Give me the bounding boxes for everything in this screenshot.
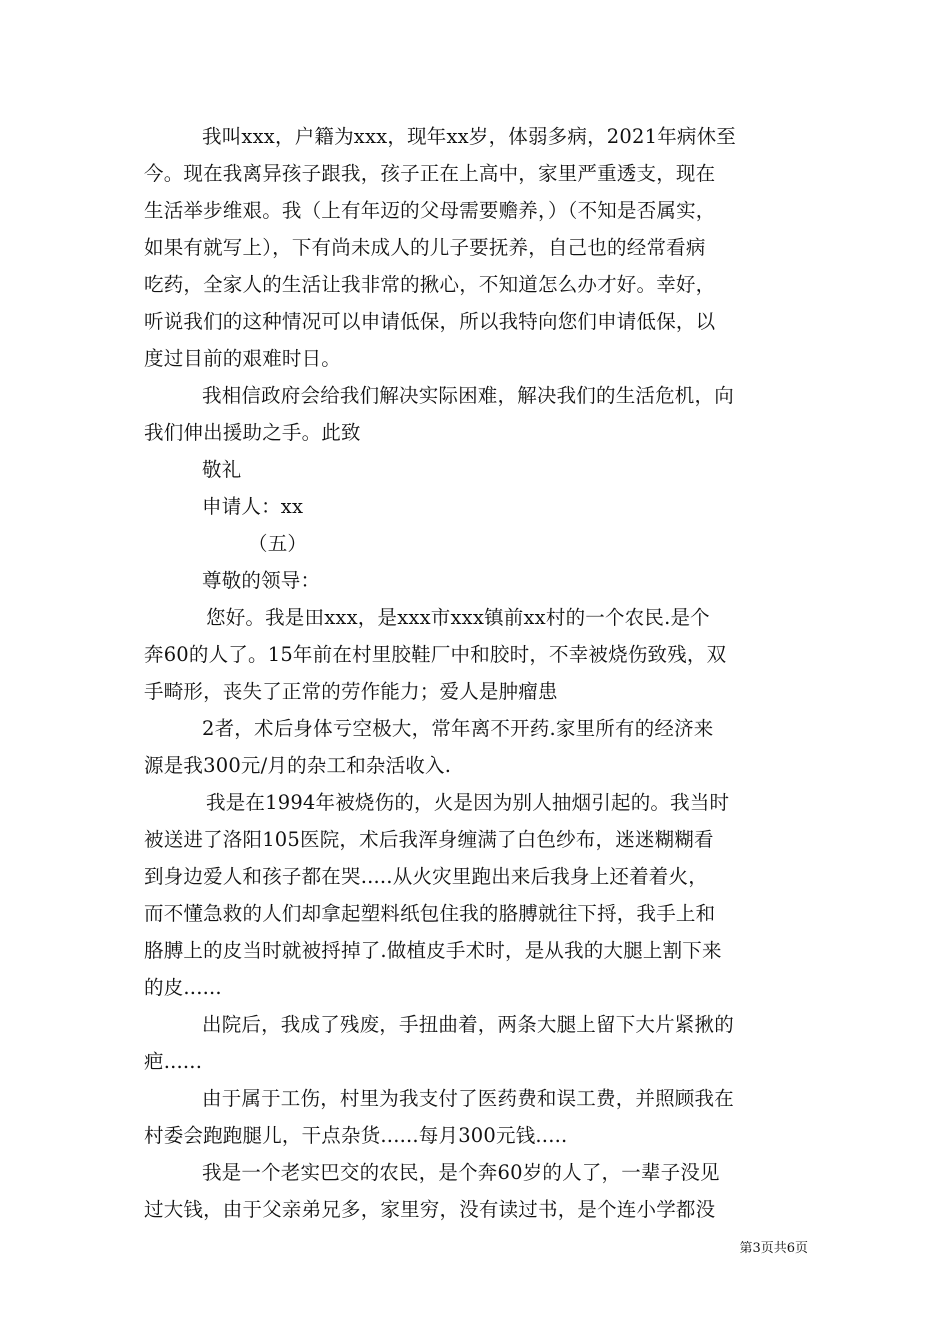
text-line: 如果有就写上），下有尚未成人的儿子要抚养，自己也的经常看病 — [144, 236, 706, 259]
text-line: 由于属于工伤，村里为我支付了医药费和误工费，并照顾我在 — [202, 1087, 734, 1110]
text-line: 过大钱，由于父亲弟兄多，家里穷，没有读过书，是个连小学都没 — [144, 1198, 716, 1221]
document-body — [144, 118, 808, 1228]
text-line: 吃药，全家人的生活让我非常的揪心，不知道怎么办才好。幸好， — [144, 273, 716, 296]
text-line: 出院后，我成了残废，手扭曲着，两条大腿上留下大片紧揪的 — [202, 1013, 734, 1036]
text-line: 今。现在我离异孩子跟我，孩子正在上高中，家里严重透支，现在 — [144, 162, 716, 185]
page-footer: 第3页共6页 — [739, 1241, 808, 1256]
text-line: 胳膊上的皮当时就被捋掉了.做植皮手术时，是从我的大腿上割下来 — [144, 939, 722, 962]
text-line: 手畸形，丧失了正常的劳作能力；爱人是肿瘤患 — [144, 680, 558, 703]
text-line: 的皮...... — [144, 976, 222, 999]
text-line: 您好。我是田xxx，是xxx市xxx镇前xx村的一个农民.是个 — [206, 606, 710, 629]
text-line: 听说我们的这种情况可以申请低保，所以我特向您们申请低保，以 — [144, 310, 716, 333]
text-line: 而不懂急救的人们却拿起塑料纸包住我的胳膊就往下捋，我手上和 — [144, 902, 716, 925]
text-line: 生活举步维艰。我（上有年迈的父母需要赡养，）（不知是否属实， — [144, 199, 716, 222]
text-line: 我们伸出援助之手。此致 — [144, 421, 361, 444]
salutation: 尊敬的领导： — [202, 569, 321, 592]
text-line: 我叫xxx，户籍为xxx，现年xx岁，体弱多病，2021年病休至 — [202, 125, 737, 148]
applicant-signature: 申请人：xx — [202, 495, 304, 518]
text-line: 我是在1994年被烧伤的，火是因为别人抽烟引起的。我当时 — [206, 791, 730, 814]
text-line: 奔60的人了。15年前在村里胶鞋厂中和胶时，不幸被烧伤致残，双 — [144, 643, 727, 666]
text-line: 2者，术后身体亏空极大，常年离不开药.家里所有的经济来 — [202, 717, 714, 740]
text-line: 度过目前的艰难时日。 — [144, 347, 342, 370]
section-heading: （五） — [248, 532, 308, 555]
text-line: 到身边爱人和孩子都在哭.....从火灾里跑出来后我身上还着着火， — [144, 865, 708, 888]
text-line: 疤...... — [144, 1050, 203, 1073]
closing-salute: 敬礼 — [202, 458, 242, 481]
text-line: 村委会跑跑腿儿，干点杂货......每月300元钱..... — [144, 1124, 568, 1147]
text-line: 被送进了洛阳105医院，术后我浑身缠满了白色纱布，迷迷糊糊看 — [144, 828, 714, 851]
text-line: 源是我300元/月的杂工和杂活收入. — [144, 754, 452, 777]
text-line: 我相信政府会给我们解决实际困难，解决我们的生活危机，向 — [202, 384, 734, 407]
text-line: 我是一个老实巴交的农民，是个奔60岁的人了，一辈子没见 — [202, 1161, 720, 1184]
